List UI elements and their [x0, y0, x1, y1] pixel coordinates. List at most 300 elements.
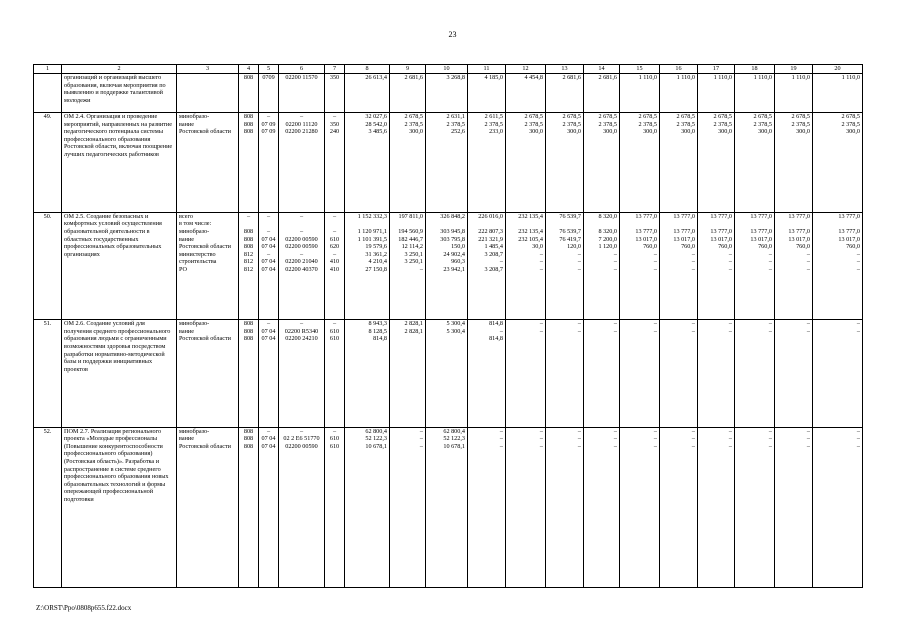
value-cell: 8 320,0 — [598, 212, 617, 220]
executor-line: вание — [179, 120, 194, 128]
value-cell: 2 378,5 — [484, 120, 503, 128]
value-cell: – — [332, 113, 337, 120]
value-col-12 — [506, 212, 546, 319]
value-cell: 1 110,0 — [753, 74, 772, 81]
value-cell: 1 110,0 — [713, 74, 732, 81]
value-cell: – — [539, 427, 543, 435]
value-cell: 07 04 — [261, 442, 276, 450]
value-cell: 13 777,0 — [788, 212, 810, 220]
value-cell: 2 678,5 — [713, 113, 732, 120]
value-col-14 — [584, 212, 620, 319]
executor-line: минобразо- — [179, 227, 210, 235]
value-cell — [548, 335, 581, 343]
column-number: 20 — [813, 65, 863, 74]
value-cell: 2 681,6 — [404, 74, 423, 81]
value-cell: – — [577, 258, 581, 266]
value-cell: 812 — [243, 258, 254, 266]
value-col-20 — [813, 212, 863, 319]
value-col-17 — [698, 320, 735, 427]
value-cell: – — [299, 427, 304, 435]
value-cell: 13 777,0 — [673, 227, 695, 235]
column-number-row — [34, 65, 863, 74]
value-col-9 — [390, 212, 426, 319]
value-cell: 8 320,0 — [598, 227, 617, 235]
value-col-13 — [546, 320, 584, 427]
column-number: 3 — [177, 65, 239, 74]
value-cell: 1 485,4 — [484, 243, 503, 251]
row-number: 51. — [34, 320, 62, 427]
table-row — [34, 74, 863, 113]
value-cell: – — [332, 227, 337, 235]
value-col-13 — [546, 212, 584, 319]
value-cell: 4 454,8 — [524, 74, 543, 81]
value-cell: 2 678,5 — [598, 113, 617, 120]
value-cell: 5 300,4 — [446, 320, 465, 328]
executor-line: Ростовской области — [179, 335, 231, 343]
value-cell: – — [653, 327, 657, 335]
value-cell: – — [419, 427, 423, 435]
value-cell: 812 — [243, 250, 254, 258]
executor-line: вание — [179, 435, 194, 443]
executor-line: Ростовской области — [179, 243, 231, 251]
value-cell: 2 378,5 — [713, 120, 732, 128]
value-cell: 13 777,0 — [838, 212, 860, 220]
table-body — [34, 65, 863, 588]
value-cell: 808 — [243, 327, 254, 335]
value-cell — [662, 335, 695, 343]
value-col-4 — [239, 74, 259, 113]
value-cell: – — [728, 320, 732, 328]
value-cell: 62 800,4 — [365, 427, 387, 435]
value-cell: – — [768, 250, 772, 258]
value-cell: 2 678,5 — [676, 113, 695, 120]
value-cell: 3 208,7 — [484, 250, 503, 258]
value-cell — [327, 220, 342, 228]
value-cell: 232 135,4 — [518, 212, 543, 220]
value-cell: – — [577, 435, 581, 443]
value-cell: 760,0 — [681, 243, 695, 251]
value-cell: – — [728, 427, 732, 435]
value-cell: 232 105,4 — [518, 235, 543, 243]
value-cell: – — [419, 435, 423, 443]
value-col-15 — [620, 113, 660, 213]
value-cell: – — [691, 265, 695, 273]
value-cell: 13 777,0 — [788, 227, 810, 235]
value-col-5 — [259, 427, 279, 588]
value-col-18 — [735, 74, 775, 113]
value-cell: 808 — [243, 128, 254, 136]
value-cell: – — [577, 320, 581, 328]
value-cell — [347, 220, 387, 228]
value-col-6 — [279, 320, 325, 427]
value-col-8 — [345, 427, 390, 588]
value-col-20 — [813, 113, 863, 213]
value-cell: 2 678,5 — [791, 113, 810, 120]
value-cell: 150,0 — [451, 243, 465, 251]
executor-line: минобразо- — [179, 113, 210, 120]
value-cell: – — [299, 212, 304, 220]
value-cell: – — [577, 250, 581, 258]
value-col-19 — [775, 427, 813, 588]
value-cell: – — [856, 320, 860, 328]
value-cell: 02200 11120 — [285, 120, 318, 128]
column-number: 9 — [390, 65, 426, 74]
value-cell: 2 378,5 — [753, 120, 772, 128]
value-cell: 10 678,1 — [443, 442, 465, 450]
value-cell: – — [266, 227, 271, 235]
value-cell: – — [806, 327, 810, 335]
value-col-8 — [345, 74, 390, 113]
value-col-15 — [620, 427, 660, 588]
value-col-4 — [239, 427, 259, 588]
value-col-9 — [390, 74, 426, 113]
executor-line — [179, 82, 236, 90]
value-cell: – — [806, 250, 810, 258]
value-cell — [508, 335, 543, 343]
column-number: 1 — [34, 65, 62, 74]
value-cell — [586, 220, 617, 228]
value-col-11 — [468, 113, 506, 213]
value-cell: 410 — [329, 258, 340, 266]
value-cell: 3 268,8 — [446, 74, 465, 81]
value-cell: 2 378,5 — [562, 120, 581, 128]
value-cell: 300,0 — [603, 128, 617, 136]
value-col-4 — [239, 212, 259, 319]
value-cell: – — [266, 113, 271, 120]
value-cell: 120,0 — [567, 243, 581, 251]
value-cell: 8 128,5 — [368, 327, 387, 335]
value-col-19 — [775, 113, 813, 213]
executor-line: минобразо- — [179, 320, 210, 328]
value-cell: – — [856, 258, 860, 266]
value-cell: – — [613, 327, 617, 335]
value-cell: – — [613, 427, 617, 435]
value-col-11 — [468, 320, 506, 427]
value-col-12 — [506, 320, 546, 427]
value-cell: – — [299, 113, 304, 120]
value-cell: – — [728, 258, 732, 266]
value-cell: – — [806, 427, 810, 435]
value-col-12 — [506, 74, 546, 113]
column-number: 13 — [546, 65, 584, 74]
value-col-17 — [698, 212, 735, 319]
value-cell — [428, 335, 465, 343]
value-col-9 — [390, 320, 426, 427]
value-cell: – — [299, 250, 304, 258]
value-cell: – — [539, 250, 543, 258]
value-cell: 10 678,1 — [365, 442, 387, 450]
value-cell: – — [768, 435, 772, 443]
value-cell: 13 777,0 — [710, 212, 732, 220]
value-cell: 2 378,5 — [446, 120, 465, 128]
value-cell — [815, 335, 860, 343]
value-cell: 13 777,0 — [673, 212, 695, 220]
row-number: 49. — [34, 113, 62, 213]
value-cell: – — [806, 320, 810, 328]
value-cell: 1 120 971,1 — [357, 227, 387, 235]
executor-line: строительства — [179, 258, 217, 266]
value-cell: – — [728, 327, 732, 335]
value-cell: – — [332, 427, 337, 435]
value-col-16 — [660, 113, 698, 213]
value-cell: 3 250,1 — [404, 258, 423, 266]
value-cell: – — [691, 250, 695, 258]
value-cell: 02 2 E6 51770 — [283, 435, 320, 443]
value-col-5 — [259, 212, 279, 319]
value-cell: 960,3 — [451, 258, 465, 266]
value-cell: – — [653, 442, 657, 450]
value-col-10 — [426, 74, 468, 113]
value-cell: 07 04 — [261, 327, 276, 335]
value-cell: – — [499, 435, 503, 443]
expenditure-table — [33, 64, 863, 588]
value-col-8 — [345, 113, 390, 213]
value-cell: 30,0 — [532, 243, 543, 251]
value-cell: 31 361,2 — [365, 250, 387, 258]
value-cell: – — [577, 327, 581, 335]
value-col-5 — [259, 74, 279, 113]
value-cell — [241, 220, 256, 228]
row-number — [34, 74, 62, 113]
value-cell: 76 539,7 — [559, 227, 581, 235]
executor-line: Ростовской области — [179, 442, 231, 450]
value-cell: 1 110,0 — [676, 74, 695, 81]
value-cell: 303 795,8 — [440, 235, 465, 243]
value-cell — [777, 220, 810, 228]
row-number: 50. — [34, 212, 62, 319]
value-col-12 — [506, 427, 546, 588]
value-cell: 13 017,0 — [788, 235, 810, 243]
column-number: 2 — [62, 65, 177, 74]
column-number: 14 — [584, 65, 620, 74]
value-cell: 610 — [329, 442, 340, 450]
file-path-footer: Z:\ORST\Ppo\0808p655.f22.docx — [36, 604, 132, 612]
column-number: 16 — [660, 65, 698, 74]
value-cell: 303 945,8 — [440, 227, 465, 235]
column-number: 15 — [620, 65, 660, 74]
value-cell: – — [653, 258, 657, 266]
value-cell: 300,0 — [681, 128, 695, 136]
value-cell: 3 250,1 — [404, 250, 423, 258]
value-cell: – — [856, 265, 860, 273]
value-cell — [737, 335, 772, 343]
value-cell: – — [768, 427, 772, 435]
value-col-19 — [775, 212, 813, 319]
value-col-20 — [813, 74, 863, 113]
value-col-5 — [259, 113, 279, 213]
value-col-7 — [325, 113, 345, 213]
column-number: 10 — [426, 65, 468, 74]
value-cell: 2 611,5 — [484, 113, 503, 120]
value-cell: 2 378,5 — [791, 120, 810, 128]
value-cell: – — [856, 250, 860, 258]
value-cell: 07 04 — [261, 265, 276, 273]
value-cell: 1 152 332,3 — [357, 212, 387, 220]
value-cell: 300,0 — [643, 128, 657, 136]
value-cell: 222 807,3 — [478, 227, 503, 235]
value-cell: 808 — [243, 435, 254, 443]
value-cell: – — [613, 320, 617, 328]
executor — [177, 212, 239, 319]
value-col-13 — [546, 427, 584, 588]
value-cell — [586, 335, 617, 343]
value-cell: 808 — [243, 74, 254, 81]
executor — [177, 74, 239, 113]
value-cell: 13 777,0 — [635, 227, 657, 235]
column-number: 17 — [698, 65, 735, 74]
value-cell: – — [266, 212, 271, 220]
value-col-11 — [468, 212, 506, 319]
column-number: 6 — [279, 65, 325, 74]
value-cell: – — [332, 212, 337, 220]
value-cell: 13 017,0 — [750, 235, 772, 243]
value-col-8 — [345, 212, 390, 319]
column-number: 19 — [775, 65, 813, 74]
value-col-15 — [620, 212, 660, 319]
value-col-19 — [775, 74, 813, 113]
value-col-18 — [735, 212, 775, 319]
value-cell: 194 560,9 — [398, 227, 423, 235]
value-cell: – — [419, 265, 423, 273]
value-cell: 4 210,4 — [368, 258, 387, 266]
executor — [177, 113, 239, 213]
value-cell: 2 378,5 — [676, 120, 695, 128]
value-cell: 182 446,7 — [398, 235, 423, 243]
value-cell — [281, 220, 322, 228]
table-row — [34, 320, 863, 427]
value-cell: 1 110,0 — [791, 74, 810, 81]
value-col-7 — [325, 427, 345, 588]
value-cell: 02200 R5340 — [284, 327, 319, 335]
value-col-17 — [698, 427, 735, 588]
value-cell: 2 678,5 — [524, 113, 543, 120]
value-cell: 2 631,1 — [446, 113, 465, 120]
value-cell — [428, 220, 465, 228]
table-row — [34, 212, 863, 319]
value-cell: 808 — [243, 442, 254, 450]
value-cell: 19 579,6 — [365, 243, 387, 251]
value-cell: 808 — [243, 235, 254, 243]
value-cell: 62 800,4 — [443, 427, 465, 435]
value-cell: 2 681,6 — [562, 74, 581, 81]
value-cell: 808 — [243, 427, 254, 435]
value-cell: 2 378,5 — [524, 120, 543, 128]
value-cell: 12 114,2 — [401, 243, 423, 251]
value-col-10 — [426, 427, 468, 588]
value-cell: 76 539,7 — [559, 212, 581, 220]
executor-line: вание — [179, 235, 194, 243]
measure-title: ОМ 2.6. Создание условий для получения среднего профессионального образования людьми с ограниченными возможностями здоровья посредством разработки нормативно-методической базы и поддержки инициативных проектов — [62, 320, 177, 427]
value-col-9 — [390, 427, 426, 588]
value-cell: – — [768, 320, 772, 328]
value-cell: 300,0 — [758, 128, 772, 136]
value-cell: 300,0 — [529, 128, 543, 136]
value-cell: 760,0 — [758, 243, 772, 251]
value-col-12 — [506, 113, 546, 213]
value-cell: 226 016,0 — [478, 212, 503, 220]
value-cell: 808 — [243, 113, 254, 120]
executor-line: в том числе: — [179, 220, 212, 228]
value-cell: – — [691, 258, 695, 266]
table-row — [34, 427, 863, 588]
page-number: 23 — [448, 30, 457, 39]
value-cell: – — [653, 320, 657, 328]
value-cell: – — [266, 320, 271, 328]
value-cell: – — [856, 427, 860, 435]
value-cell: – — [856, 435, 860, 443]
value-cell: 760,0 — [796, 243, 810, 251]
value-cell: – — [499, 327, 503, 335]
value-cell: 4 185,0 — [484, 74, 503, 81]
value-cell: – — [499, 258, 503, 266]
value-cell: – — [613, 265, 617, 273]
value-cell: – — [728, 442, 732, 450]
value-cell: – — [768, 327, 772, 335]
value-cell: – — [613, 250, 617, 258]
value-cell: 252,6 — [451, 128, 465, 136]
value-cell: – — [419, 442, 423, 450]
value-cell: 2 678,5 — [404, 113, 423, 120]
value-cell: – — [299, 320, 304, 328]
value-col-14 — [584, 113, 620, 213]
column-number: 18 — [735, 65, 775, 74]
value-cell: – — [539, 258, 543, 266]
value-cell: – — [539, 435, 543, 443]
value-cell: 13 017,0 — [838, 235, 860, 243]
value-cell: 76 419,7 — [559, 235, 581, 243]
value-cell: 13 017,0 — [710, 235, 732, 243]
row-number: 52. — [34, 427, 62, 588]
value-cell: 2 378,5 — [638, 120, 657, 128]
value-col-8 — [345, 320, 390, 427]
value-cell: 07 04 — [261, 235, 276, 243]
value-col-10 — [426, 113, 468, 213]
value-cell: – — [653, 250, 657, 258]
value-cell: 13 017,0 — [673, 235, 695, 243]
value-cell: – — [691, 327, 695, 335]
value-cell: – — [577, 442, 581, 450]
value-col-13 — [546, 74, 584, 113]
value-col-7 — [325, 212, 345, 319]
value-cell: – — [768, 258, 772, 266]
value-cell: – — [266, 427, 271, 435]
value-cell: 13 017,0 — [635, 235, 657, 243]
value-col-16 — [660, 427, 698, 588]
value-cell: 07 09 — [261, 128, 276, 136]
value-cell: 02200 24210 — [285, 335, 318, 343]
executor-line: Ростовской области — [179, 128, 231, 136]
value-cell: – — [728, 265, 732, 273]
value-cell — [737, 220, 772, 228]
value-cell: – — [266, 250, 271, 258]
value-cell: 350 — [329, 120, 340, 128]
value-col-6 — [279, 74, 325, 113]
value-cell: – — [539, 327, 543, 335]
value-cell: 28 542,0 — [365, 120, 387, 128]
value-cell: 808 — [243, 243, 254, 251]
value-cell — [662, 220, 695, 228]
executor — [177, 320, 239, 427]
value-cell: – — [613, 435, 617, 443]
value-cell: 24 902,4 — [443, 250, 465, 258]
value-cell: – — [768, 265, 772, 273]
value-col-7 — [325, 74, 345, 113]
value-col-14 — [584, 427, 620, 588]
value-cell: 760,0 — [846, 243, 860, 251]
value-cell: – — [768, 442, 772, 450]
value-cell: 8 943,3 — [368, 320, 387, 328]
value-cell: 300,0 — [409, 128, 423, 136]
